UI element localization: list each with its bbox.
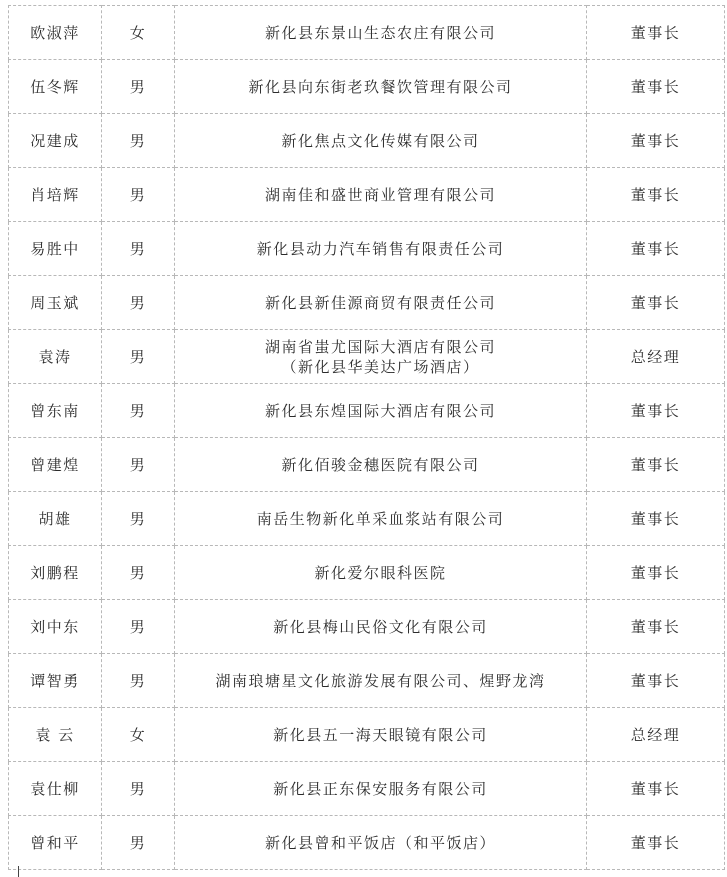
- name-cell: 谭智勇: [9, 654, 102, 708]
- gender-cell: 男: [102, 816, 175, 870]
- company-line: 新化焦点文化传媒有限公司: [281, 131, 480, 150]
- title-cell: 董事长: [587, 168, 725, 222]
- company-line: 新化县东煌国际大酒店有限公司: [264, 401, 496, 420]
- table-row: [9, 816, 725, 870]
- title-cell: 董事长: [587, 384, 725, 438]
- table-row: [9, 114, 725, 168]
- name-cell: 欧淑萍: [9, 6, 102, 60]
- company-line: 新化县梅山民俗文化有限公司: [273, 617, 488, 636]
- table-row: [9, 546, 725, 600]
- table-row: [9, 600, 725, 654]
- title-cell: 董事长: [587, 438, 725, 492]
- table-row: [9, 60, 725, 114]
- company-line: 新化县曾和平饭店（和平饭店）: [264, 833, 496, 852]
- gender-cell: 男: [102, 222, 175, 276]
- company-line: 新化县新佳源商贸有限责任公司: [264, 293, 496, 312]
- gender-cell: 男: [102, 330, 175, 384]
- company-line: 新化县动力汽车销售有限责任公司: [256, 239, 505, 258]
- company-cell: [175, 654, 587, 708]
- gender-cell: 男: [102, 492, 175, 546]
- name-cell: 刘鹏程: [9, 546, 102, 600]
- table-row: [9, 330, 725, 384]
- name-cell: 曾东南: [9, 384, 102, 438]
- title-cell: 董事长: [587, 60, 725, 114]
- company-cell: [175, 276, 587, 330]
- name-cell: 易胜中: [9, 222, 102, 276]
- gender-cell: 男: [102, 546, 175, 600]
- gender-cell: 男: [102, 114, 175, 168]
- company-cell: [175, 492, 587, 546]
- member-table-container: [8, 5, 720, 870]
- company-cell: [175, 60, 587, 114]
- title-cell: 董事长: [587, 276, 725, 330]
- title-cell: 总经理: [587, 708, 725, 762]
- name-cell: 袁仕柳: [9, 762, 102, 816]
- gender-cell: 男: [102, 384, 175, 438]
- title-cell: 董事长: [587, 492, 725, 546]
- title-cell: 董事长: [587, 816, 725, 870]
- company-cell: [175, 114, 587, 168]
- name-cell: 袁涛: [9, 330, 102, 384]
- title-cell: 董事长: [587, 600, 725, 654]
- name-cell: 肖培辉: [9, 168, 102, 222]
- gender-cell: 女: [102, 708, 175, 762]
- table-row: [9, 6, 725, 60]
- title-cell: 总经理: [587, 330, 725, 384]
- company-line: （新化县华美达广场酒店）: [281, 357, 480, 376]
- company-line: 新化县正东保安服务有限公司: [273, 779, 488, 798]
- title-cell: 董事长: [587, 114, 725, 168]
- title-cell: 董事长: [587, 762, 725, 816]
- name-cell: 况建成: [9, 114, 102, 168]
- company-line: 湖南琅塘星文化旅游发展有限公司、煋野龙湾: [215, 671, 546, 690]
- company-cell: [175, 168, 587, 222]
- table-row: [9, 276, 725, 330]
- gender-cell: 男: [102, 438, 175, 492]
- table-row: [9, 492, 725, 546]
- table-row: [9, 762, 725, 816]
- company-cell: [175, 330, 587, 384]
- table-row: [9, 384, 725, 438]
- company-cell: [175, 6, 587, 60]
- company-line: 新化爱尔眼科医院: [314, 563, 447, 582]
- name-cell: 曾建煌: [9, 438, 102, 492]
- company-line: 新化县五一海天眼镜有限公司: [273, 725, 488, 744]
- company-line: 新化县向东街老玖餐饮管理有限公司: [248, 77, 513, 96]
- name-cell: 刘中东: [9, 600, 102, 654]
- title-cell: 董事长: [587, 6, 725, 60]
- name-cell: 曾和平: [9, 816, 102, 870]
- gender-cell: 男: [102, 60, 175, 114]
- member-table: [8, 5, 725, 870]
- name-cell: 袁 云: [9, 708, 102, 762]
- gender-cell: 男: [102, 168, 175, 222]
- gender-cell: 男: [102, 654, 175, 708]
- table-row: [9, 438, 725, 492]
- title-cell: 董事长: [587, 222, 725, 276]
- name-cell: 伍冬辉: [9, 60, 102, 114]
- company-cell: [175, 222, 587, 276]
- company-line: 湖南佳和盛世商业管理有限公司: [264, 185, 496, 204]
- company-cell: [175, 384, 587, 438]
- gender-cell: 男: [102, 600, 175, 654]
- name-cell: 周玉斌: [9, 276, 102, 330]
- company-line: 新化佰骏金穗医院有限公司: [281, 455, 480, 474]
- company-cell: [175, 600, 587, 654]
- table-body: [9, 6, 725, 870]
- company-cell: [175, 438, 587, 492]
- table-row: [9, 168, 725, 222]
- title-cell: 董事长: [587, 546, 725, 600]
- table-row: [9, 708, 725, 762]
- table-row: [9, 654, 725, 708]
- company-cell: [175, 708, 587, 762]
- company-cell: [175, 816, 587, 870]
- name-cell: 胡雄: [9, 492, 102, 546]
- title-cell: 董事长: [587, 654, 725, 708]
- page-corner-mark: [18, 866, 19, 877]
- gender-cell: 男: [102, 762, 175, 816]
- company-cell: [175, 546, 587, 600]
- company-line: 湖南省蚩尤国际大酒店有限公司: [264, 337, 496, 356]
- table-row: [9, 222, 725, 276]
- company-line: 新化县东景山生态农庄有限公司: [264, 23, 496, 42]
- company-line: 南岳生物新化单采血浆站有限公司: [256, 509, 505, 528]
- gender-cell: 男: [102, 276, 175, 330]
- gender-cell: 女: [102, 6, 175, 60]
- company-cell: [175, 762, 587, 816]
